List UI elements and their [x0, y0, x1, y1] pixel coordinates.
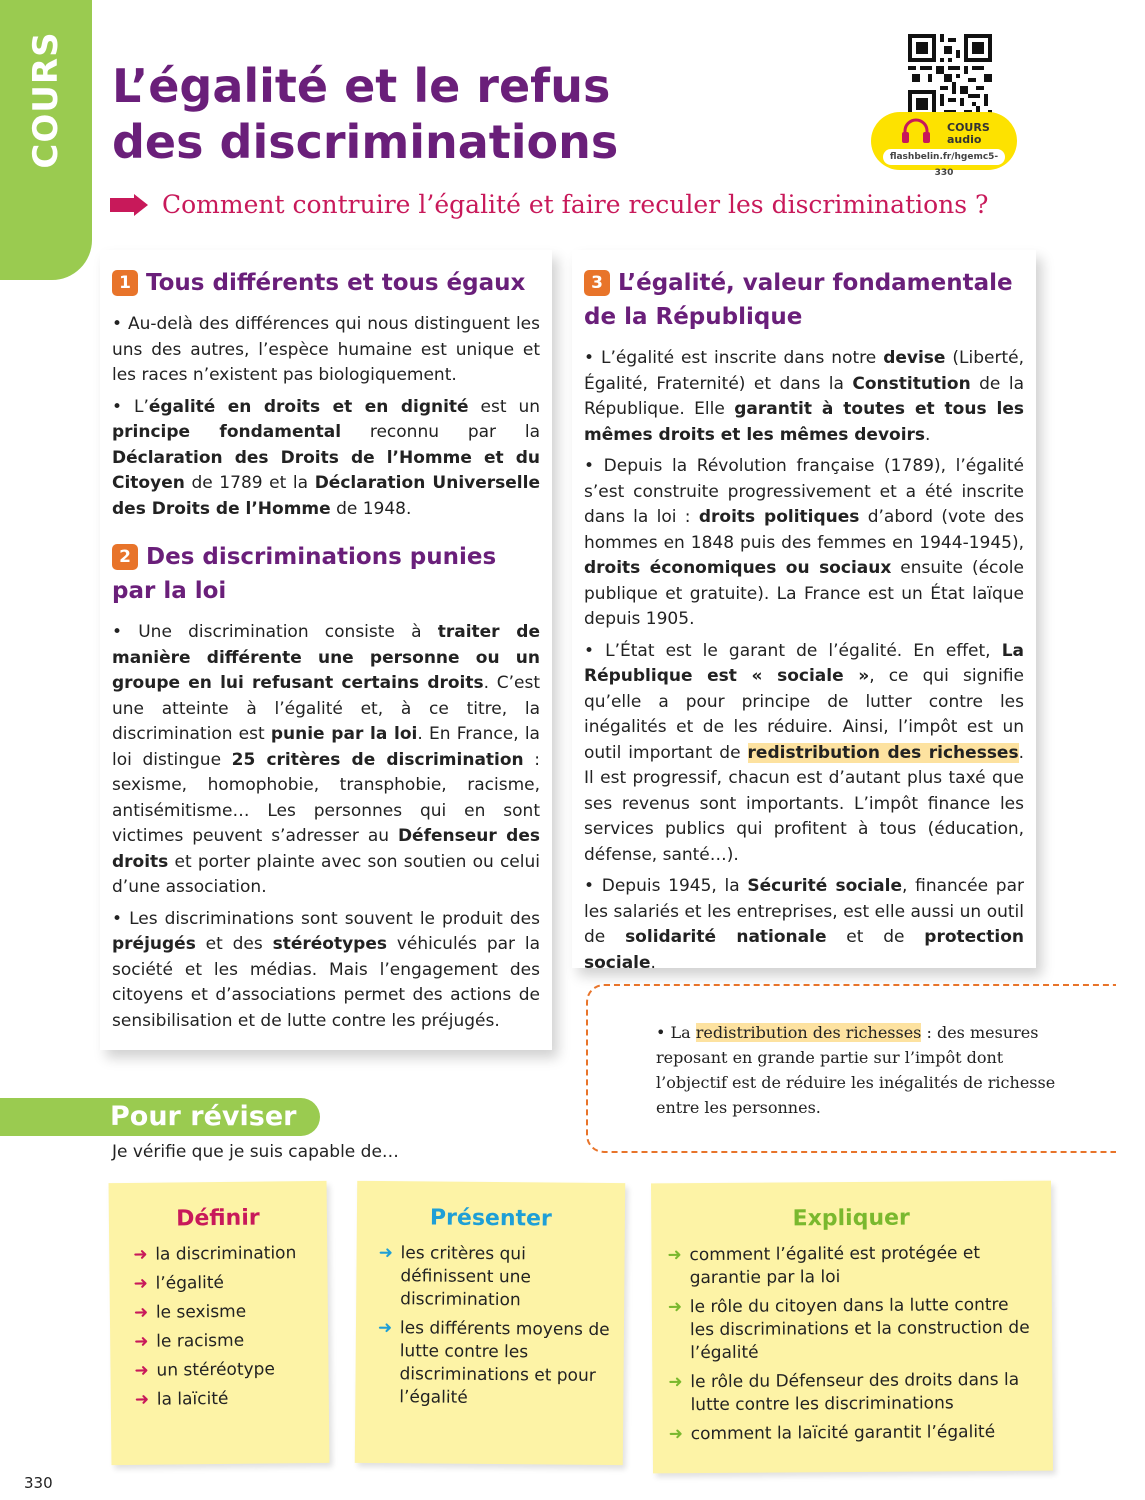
- revise-banner: [0, 1098, 320, 1136]
- section-3-title: L’égalité, valeur fondamentale de la République: [584, 270, 1013, 330]
- note-explain: [651, 1181, 1053, 1474]
- note-present: [355, 1181, 625, 1465]
- key-question: [108, 190, 1128, 219]
- audio-badge[interactable]: [871, 112, 1017, 178]
- section-3-number: 3: [584, 270, 610, 296]
- section-2-heading: [112, 540, 540, 608]
- headphones-icon: [901, 118, 931, 144]
- note-explain-list: [667, 1242, 1032, 1447]
- arrow-right-icon: [108, 194, 150, 216]
- definition-text: • La redistribution des richesses : des mesures reposant en grande partie sur l’impôt dont l’objectif est de réduire les inégalités de richesse entre les personnes.: [656, 1023, 1056, 1117]
- note-explain-title: Expliquer: [792, 1205, 910, 1232]
- qr-code-icon[interactable]: [908, 34, 992, 118]
- audio-label: [947, 122, 990, 146]
- section-2-title: Des discriminations punies par la loi: [112, 544, 497, 604]
- section-3-paragraph-4: • Depuis 1945, la Sécurité sociale, financée par les salariés et les entreprises, est elle aussi un outil de solidarité nationale et de protection sociale.: [584, 876, 1024, 973]
- list-item: ➜ un stéréotype: [134, 1359, 275, 1381]
- list-item: ➜ les différents moyens de lutte contre les discriminations et pour l’égalité: [377, 1318, 610, 1408]
- list-item: ➜ le rôle du citoyen dans la lutte contre les discriminations et la construction de l’égalité: [667, 1294, 1030, 1364]
- title-line-2: des discriminations: [112, 115, 619, 169]
- question-text: Comment contruire l’égalité et faire reculer les discriminations ?: [162, 190, 989, 219]
- note-define: [109, 1181, 330, 1465]
- list-item: ➜ le sexisme: [133, 1301, 247, 1323]
- audio-label-2: audio: [947, 133, 982, 146]
- list-item: ➜ l’égalité: [133, 1272, 225, 1294]
- side-tab-label: COURS: [26, 31, 66, 169]
- section-1-number: 1: [112, 270, 138, 296]
- definition-term: redistribution des richesses: [695, 1023, 922, 1042]
- note-define-title: Définir: [175, 1205, 260, 1232]
- page-number: 330: [24, 1474, 53, 1492]
- section-1-heading: [112, 266, 540, 300]
- section-3-paragraph-1: • L’égalité est inscrite dans notre devise (Liberté, Égalité, Fraternité) et dans la Constitution de la République. Elle garantit à toutes et tous les mêmes droits et les mêmes devoirs.: [584, 348, 1025, 445]
- section-3-paragraph-3: • L’État est le garant de l’égalité. En effet, La République est « sociale », ce qui signifie qu’elle a pour principe de lutter contre les inégalités et de les réduire. Ainsi, l’impôt est un outil important de redistribution des richesses. Il est progressif, chacun est d’autant plus taxé que ses revenus sont importants. L’impôt finance les services publics qui profitent à tous (éducation, défense, santé…).: [584, 640, 1024, 865]
- list-item: ➜ la laïcité: [134, 1388, 229, 1410]
- section-1-paragraph-2: • L’égalité en droits et en dignité est un principe fondamental reconnu par la Déclaration des Droits de l’Homme et du Citoyen de 1789 et la Déclaration Universelle des Droits de l’Homme de 1948.: [112, 396, 541, 519]
- section-1-paragraph-1: • Au-delà des différences qui nous distinguent les uns des autres, l’espèce humaine est unique et les races n’existent pas biologiquement.: [112, 314, 540, 385]
- card-section-3: [572, 250, 1036, 973]
- section-2-number: 2: [112, 544, 138, 570]
- list-item: ➜ la discrimination: [133, 1243, 297, 1265]
- audio-label-1: COURS: [947, 121, 990, 134]
- verify-text: Je vérifie que je suis capable de…: [112, 1142, 399, 1162]
- list-item: ➜ le racisme: [134, 1330, 245, 1352]
- side-tab: [0, 0, 92, 280]
- audio-url[interactable]: flashbelin.fr/hgemc5-330: [883, 149, 1005, 165]
- section-2-paragraph-1: • Une discrimination consiste à traiter de manière différente une personne ou un groupe en lui refusant certains droits. C’est une atteinte à l’égalité et, à ce titre, la discrimination est punie par la loi. En France, la loi distingue 25 critères de discrimination : sexisme, homophobie, transphobie, racisme, antisémitisme… Les personnes qui en sont victimes peuvent s’adresser au Défenseur des droits et porter plainte avec son soutien ou celui d’une association.: [112, 622, 541, 897]
- section-3-paragraph-2: • Depuis la Révolution française (1789), l’égalité s’est construite progressivement et a été inscrite dans la loi : droits politiques d’abord (vote des hommes en 1848 puis des femmes en 1944-1945), droits économiques ou sociaux ensuite (école publique et gratuite). La France est un État laïque depuis 1905.: [584, 456, 1024, 629]
- section-2-paragraph-2: • Les discriminations sont souvent le produit des préjugés et des stéréotypes véhiculés par la société et les médias. Mais l’engagement des citoyens et d’associations permet des actions de sensibilisation et de lutte contre les préjugés.: [112, 908, 540, 1031]
- list-item: ➜ les critères qui définissent une discrimination: [378, 1243, 531, 1311]
- revise-title: Pour réviser: [110, 1101, 297, 1132]
- section-3-heading: [584, 266, 1024, 334]
- section-1-title: Tous différents et tous égaux: [146, 270, 526, 296]
- note-present-list: [377, 1242, 610, 1411]
- highlight-redistribution: redistribution des richesses: [747, 742, 1019, 763]
- list-item: ➜ comment la laïcité garantit l’égalité: [668, 1422, 996, 1445]
- note-define-list: [133, 1242, 329, 1412]
- card-sections-1-2: [100, 250, 552, 1050]
- list-item: ➜ le rôle du Défenseur des droits dans la lutte contre les discriminations: [668, 1369, 1020, 1416]
- list-item: ➜ comment l’égalité est protégée et garantie par la loi: [667, 1243, 981, 1289]
- title-line-1: L’égalité et le refus: [112, 59, 611, 113]
- page-title: [112, 58, 812, 170]
- definition-box: [586, 984, 1116, 1153]
- note-present-title: Présenter: [429, 1205, 552, 1232]
